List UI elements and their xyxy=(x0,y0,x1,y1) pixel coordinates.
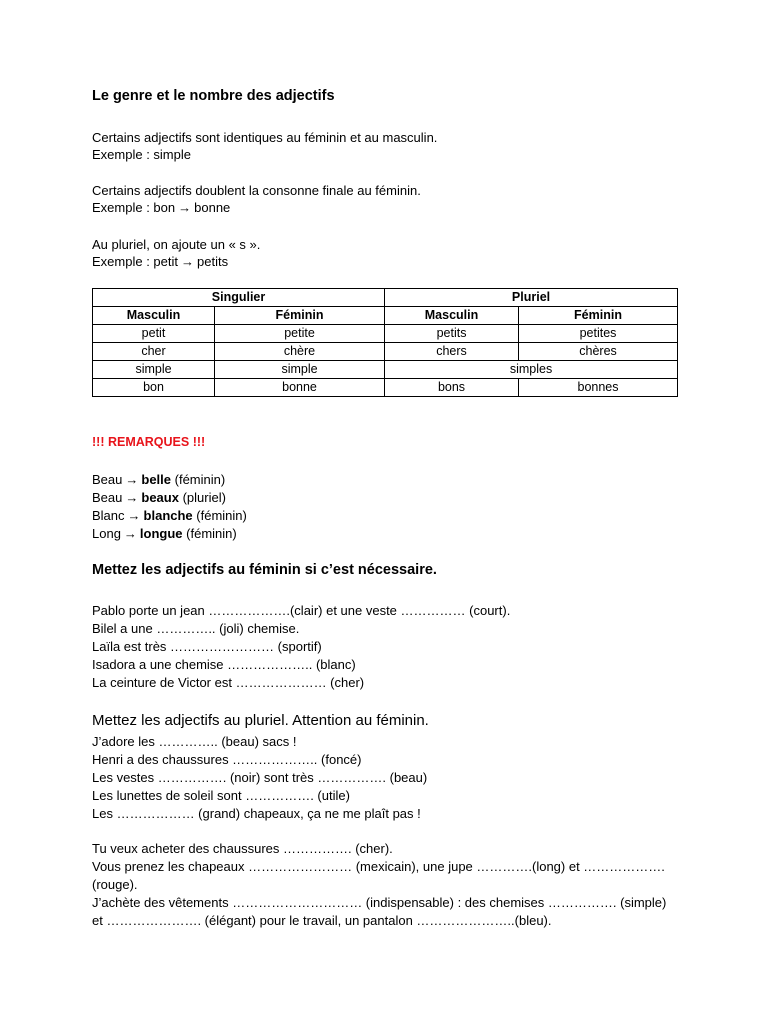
header-singulier: Singulier xyxy=(93,289,385,307)
page-title: Le genre et le nombre des adjectifs xyxy=(92,88,335,104)
remarques-title: !!! REMARQUES !!! xyxy=(92,435,206,449)
table-row xyxy=(93,325,678,343)
table-cell: bonne xyxy=(215,379,385,397)
exercise-1-line: Pablo porte un jean ……………….(clair) et une veste …………… (court). xyxy=(92,603,511,618)
exercise-2-line: J’adore les ………….. (beau) sacs ! xyxy=(92,734,297,749)
table-cell: chère xyxy=(215,343,385,361)
arrow-icon: → xyxy=(181,254,194,269)
rule-2-text: Certains adjectifs doublent la consonne finale au féminin. xyxy=(92,183,421,198)
exercise-2-title: Mettez les adjectifs au pluriel. Attention au féminin. xyxy=(92,712,429,729)
rule-1-example: Exemple : simple xyxy=(92,147,191,162)
exercise-1-line: La ceinture de Victor est ………………… (cher) xyxy=(92,675,365,690)
exercise-2-line: J’achète des vêtements ………………………… (indispensable) : des chemises ……………. (simple) xyxy=(92,895,667,910)
exercise-2-line: Henri a des chaussures ……………….. (foncé) xyxy=(92,752,362,767)
header-feminin: Féminin xyxy=(519,307,678,325)
header-feminin: Féminin xyxy=(215,307,385,325)
table-cell: petites xyxy=(519,325,678,343)
table-cell: simple xyxy=(215,361,385,379)
rule-3-text: Au pluriel, on ajoute un « s ». xyxy=(92,237,261,252)
table-cell: bon xyxy=(93,379,215,397)
exercise-2-line: et …………………. (élégant) pour le travail, un pantalon …………………..(bleu). xyxy=(92,913,552,928)
exercise-2-line: Les vestes ……………. (noir) sont très ……………. (beau) xyxy=(92,770,428,785)
table-cell: chères xyxy=(519,343,678,361)
remarque-item: Beau → beaux (pluriel) xyxy=(92,490,226,505)
rule-3-example: Exemple : petit → petits xyxy=(92,254,229,269)
adjective-table xyxy=(92,288,678,397)
table-cell: bonnes xyxy=(519,379,678,397)
exercise-1-line: Laïla est très …………………… (sportif) xyxy=(92,639,322,654)
table-cell: petit xyxy=(93,325,215,343)
rule-2-example: Exemple : bon → bonne xyxy=(92,200,231,215)
exercise-2-line: Les ……………… (grand) chapeaux, ça ne me plaît pas ! xyxy=(92,806,421,821)
table-cell: simple xyxy=(93,361,215,379)
arrow-icon: → xyxy=(125,472,139,487)
arrow-icon: → xyxy=(123,526,137,541)
header-pluriel: Pluriel xyxy=(385,289,678,307)
table-cell: cher xyxy=(93,343,215,361)
arrow-icon: → xyxy=(125,490,139,505)
header-masculin: Masculin xyxy=(93,307,215,325)
table-cell: simples xyxy=(385,361,678,379)
table-cell: petite xyxy=(215,325,385,343)
arrow-icon: → xyxy=(178,200,192,215)
table-cell: chers xyxy=(385,343,519,361)
exercise-2-line: (rouge). xyxy=(92,877,138,892)
header-masculin: Masculin xyxy=(385,307,519,325)
remarque-item: Beau → belle (féminin) xyxy=(92,472,226,487)
table-row xyxy=(93,343,678,361)
table-row xyxy=(93,379,678,397)
exercise-1-line: Bilel a une ………….. (joli) chemise. xyxy=(92,621,300,636)
table-row xyxy=(93,361,678,379)
table-cell: bons xyxy=(385,379,519,397)
table-group-header-row xyxy=(93,289,678,307)
table-sub-header-row xyxy=(93,307,678,325)
rule-1-text: Certains adjectifs sont identiques au féminin et au masculin. xyxy=(92,130,438,145)
arrow-icon: → xyxy=(127,508,141,523)
exercise-2-line: Vous prenez les chapeaux …………………… (mexicain), une jupe ………….(long) et ………………. xyxy=(92,859,665,874)
exercise-2-line: Les lunettes de soleil sont ……………. (utile) xyxy=(92,788,350,803)
exercise-1-title: Mettez les adjectifs au féminin si c’est nécessaire. xyxy=(92,562,437,578)
table-cell: petits xyxy=(385,325,519,343)
remarque-item: Long → longue (féminin) xyxy=(92,526,237,541)
remarque-item: Blanc → blanche (féminin) xyxy=(92,508,247,523)
exercise-2-line: Tu veux acheter des chaussures ……………. (cher). xyxy=(92,841,393,856)
exercise-1-line: Isadora a une chemise ……………….. (blanc) xyxy=(92,657,356,672)
